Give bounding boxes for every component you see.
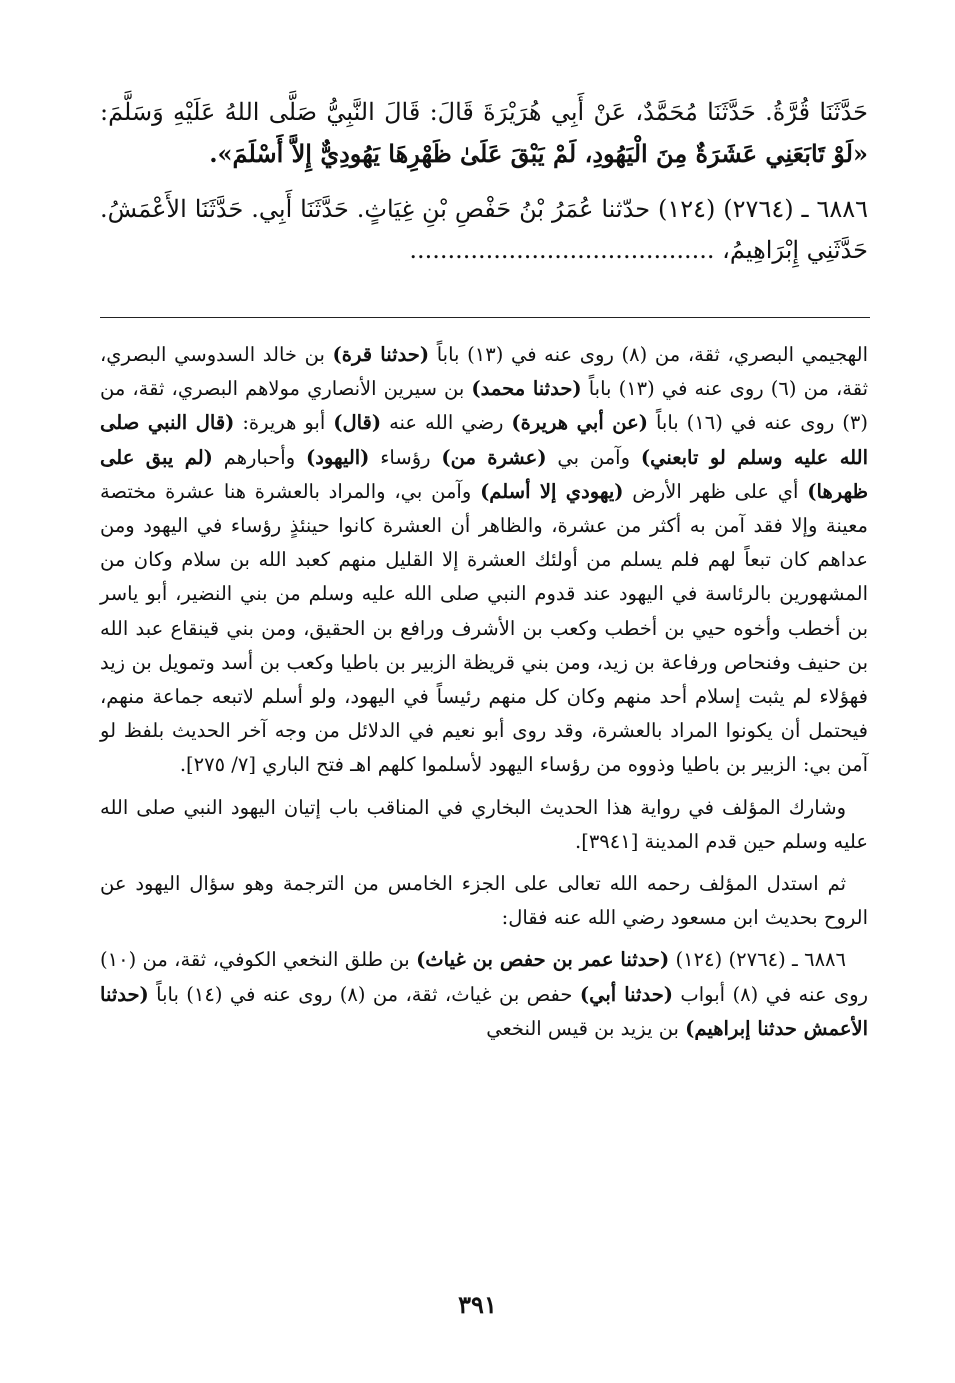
hadith-quote: «لَوْ تَابَعَنِي عَشَرَةٌ مِنَ الْيَهُودِ، لَمْ يَبْقَ عَلَىٰ ظَهْرِهَا يَهُودِيٌّ إِلاَّ أَسْلَمَ». [209,139,868,168]
footnote-separator [100,317,870,318]
hadith-paragraph [100,92,868,175]
commentary-bold-span: (حدثنا قرة) [332,343,430,366]
commentary-text-span: وآمن بي، والمراد بالعشرة هنا عشرة مختصة معينة وإلا فقد آمن به أكثر من عشرة، والظاهر أن العشرة كانوا حينئذٍ رؤساء في اليهود ومن عداهم كان تبعاً لهم فلم يسلم من أولئك العشرة إلا القليل منهم كعبد الله بن سلام وكان من المشهورين بالرئاسة في اليهود عند قدوم النبي صلى الله عليه وسلم من بني النضير، أبو ياسر بن أخطب وأخوه حيي بن أخطب وكعب بن الأشرف ورافع بن الحقيق، ومن بني قينقاع عبد الله بن حنيف وفنحاص ورفاعة بن زيد، ومن بني قريظة الزبير بن باطيا وكعب بن أسد وتمويل بن زيد فهؤلاء لم يثبت إسلام أحد منهم وكان كل منهم رئيساً في اليهود، ولو أسلم لاتبعه جماعة منهم، فيحتمل أن يكونوا المراد بالعشرة، وقد روى أبو نعيم في الدلائل من وجه آخر الحديث بلفظ لو آمن بي: الزبير بن باطيا وذووه من رؤساء اليهود لأسلموا كلهم اهـ فتح الباري [٧/ ٢٧٥]. [100,479,868,777]
commentary-text-span: بن يزيد بن قيس النخعي [486,1016,686,1040]
ellipsis-dots: ........................................ [409,236,715,264]
commentary-bold-span: (عشرة من) [441,445,547,469]
commentary-text-span: حفص بن غياث، ثقة، من (٨) روى عنه في (١٤) باباً [148,982,580,1006]
commentary-bold-span: (حدثنا الأعمش حدثنا إبراهيم) [100,982,868,1040]
commentary-paragraph-4 [100,943,868,1046]
commentary-text-span: ٦٨٨٦ ـ (٢٧٦٤) (١٢٤) [669,948,846,972]
commentary-paragraph-1 [100,338,868,783]
commentary-bold-span: (حدثنا أبي) [579,982,673,1006]
commentary-bold-span: (قال النبي صلى الله عليه وسلم لو تابعني) [100,411,868,469]
commentary-text-span: الهجيمي البصري، ثقة، من (٨) روى عنه في (١٣) باباً [429,343,868,366]
hadith-isnad: حَدَّثَنَا قُرَّةُ. حَدَّثَنَا مُحَمَّدٌ، عَنْ أَبِي هُرَيْرَةَ قَالَ: قَالَ النَّبِيُّ صَلَّى اللهُ عَلَيْهِ وَسَلَّمَ: [100,98,868,126]
commentary-text-span: رؤساء [369,445,442,469]
commentary-paragraph-3: ثم استدل المؤلف رحمه الله تعالى على الجزء الخامس من الترجمة وهو سؤال اليهود عن الروح بحديث ابن مسعود رضي الله عنه فقال: [100,872,868,930]
commentary-text-span: وأحبارهم [212,445,306,469]
hadith-text [100,92,868,271]
commentary-bold-span: (اليهود) [305,445,370,469]
commentary-bold-span: (قال) [333,411,382,435]
commentary-text-span: أبو هريرة: [234,411,334,435]
commentary-bold-span: (لم يبق على ظهرها) [100,445,868,503]
commentary-text-span: بن سيرين الأنصاري مولاهم البصري، ثقة، من (٣) روى عنه في (١٦) باباً [100,377,869,435]
hadith-next-paragraph [100,189,868,271]
commentary-bold-span: (يهودي إلا أسلم) [480,479,624,503]
commentary-bold-span: (عن أبي هريرة) [511,411,648,435]
hadith-next-isnad: ٦٨٨٦ ـ (٢٧٦٤) (١٢٤) حدّثنا عُمَرُ بْنُ حَفْصِ بْنِ غِيَاثٍ. حَدَّثَنَا أَبِي. حَدَّثَنَا الأَعْمَشُ. حَدَّثَنِي إِبْرَاهِيمُ، [100,195,869,264]
commentary-text-span: رضي الله عنه [381,411,512,435]
commentary-text-span: بن طلق النخعي الكوفي، ثقة، من (١٠) روى عنه في (٨) أبواب [100,948,869,1006]
commentary-text-span: أي على ظهر الأرض [623,479,808,503]
commentary-text-span: وآمن بي [546,445,641,469]
commentary-bold-span: (حدثنا محمد) [471,377,582,401]
commentary-paragraph-2: وشارك المؤلف في رواية هذا الحديث البخاري في المناقب باب إتيان اليهود النبي صلى الله عليه وسلم حين قدم المدينة [٣٩٤١]. [100,795,868,853]
commentary-bold-span: (حدثنا عمر بن حفص بن غياث) [416,948,670,972]
commentary-text-span: بن خالد السدوسي البصري، ثقة، من (٦) روى عنه في (١٣) باباً [100,343,869,401]
commentary-text [100,338,868,1046]
page-number: ٣٩١ [458,1290,497,1319]
